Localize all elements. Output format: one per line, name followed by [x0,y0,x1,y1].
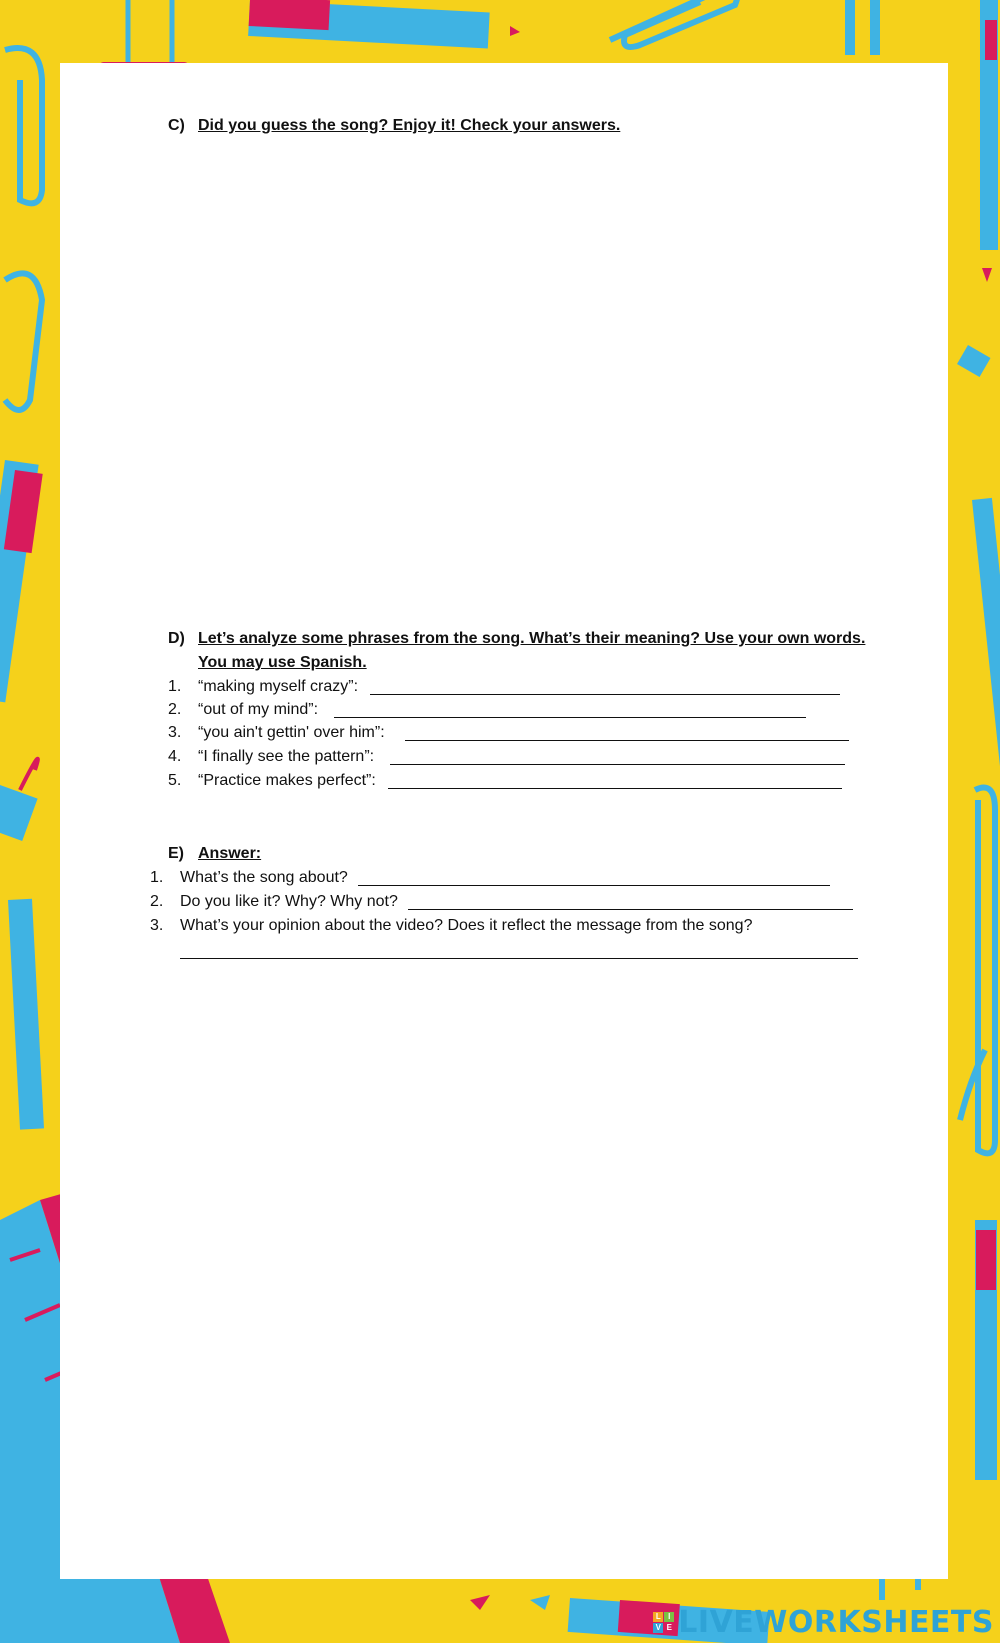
binder-clip-icon [0,759,38,841]
answer-blank[interactable] [370,694,840,695]
section-subtitle: You may use Spanish. [198,654,367,671]
answer-blank[interactable] [334,717,806,718]
list-item: 3. “you ain't gettin' over him”: [168,724,385,741]
answer-blank[interactable] [405,740,849,741]
section-title: Let’s analyze some phrases from the song. What’s their meaning? Use your own words. [198,630,866,647]
worksheet-page [60,63,948,1579]
section-title: Did you guess the song? Enjoy it! Check your answers. [198,117,621,134]
pen-icon [845,0,855,55]
logo-tile-icon: L I V E [653,1612,674,1633]
pen-icon [8,899,44,1130]
liveworksheets-logo [653,1605,994,1639]
answer-blank[interactable] [390,764,845,765]
answer-blank[interactable] [358,885,830,886]
section-d-heading [168,630,865,648]
pen-icon [957,345,1000,798]
section-e-heading [168,845,261,863]
section-letter: D) [168,630,185,647]
pen-icon [980,0,998,282]
list-item: 5. “Practice makes perfect”: [168,772,376,789]
list-item: 2. Do you like it? Why? Why not? [150,893,398,910]
list-item: 2. “out of my mind”: [168,701,319,718]
pen-icon [248,0,520,49]
list-item: 1. What’s the song about? [150,869,348,886]
section-c-heading [168,117,620,135]
pen-icon [0,460,43,702]
brand-text: LIVEWORKSHEETS [678,1604,994,1640]
list-item: 3. What’s your opinion about the video? Does it reflect the message from the song? [150,917,753,934]
list-item: 4. “I finally see the pattern”: [168,748,375,765]
paperclip-icon [610,0,738,47]
paperclip-icon [5,48,42,410]
section-d-heading-line2 [198,654,367,672]
answer-blank[interactable] [180,958,858,959]
answer-blank[interactable] [408,909,853,910]
section-title: Answer: [198,845,262,862]
section-letter: C) [168,117,185,134]
answer-blank[interactable] [388,788,842,789]
paperclip-icon [960,788,995,1154]
list-item: 1. “making myself crazy”: [168,678,359,695]
pen-icon [975,1220,997,1480]
section-letter: E) [168,845,184,862]
